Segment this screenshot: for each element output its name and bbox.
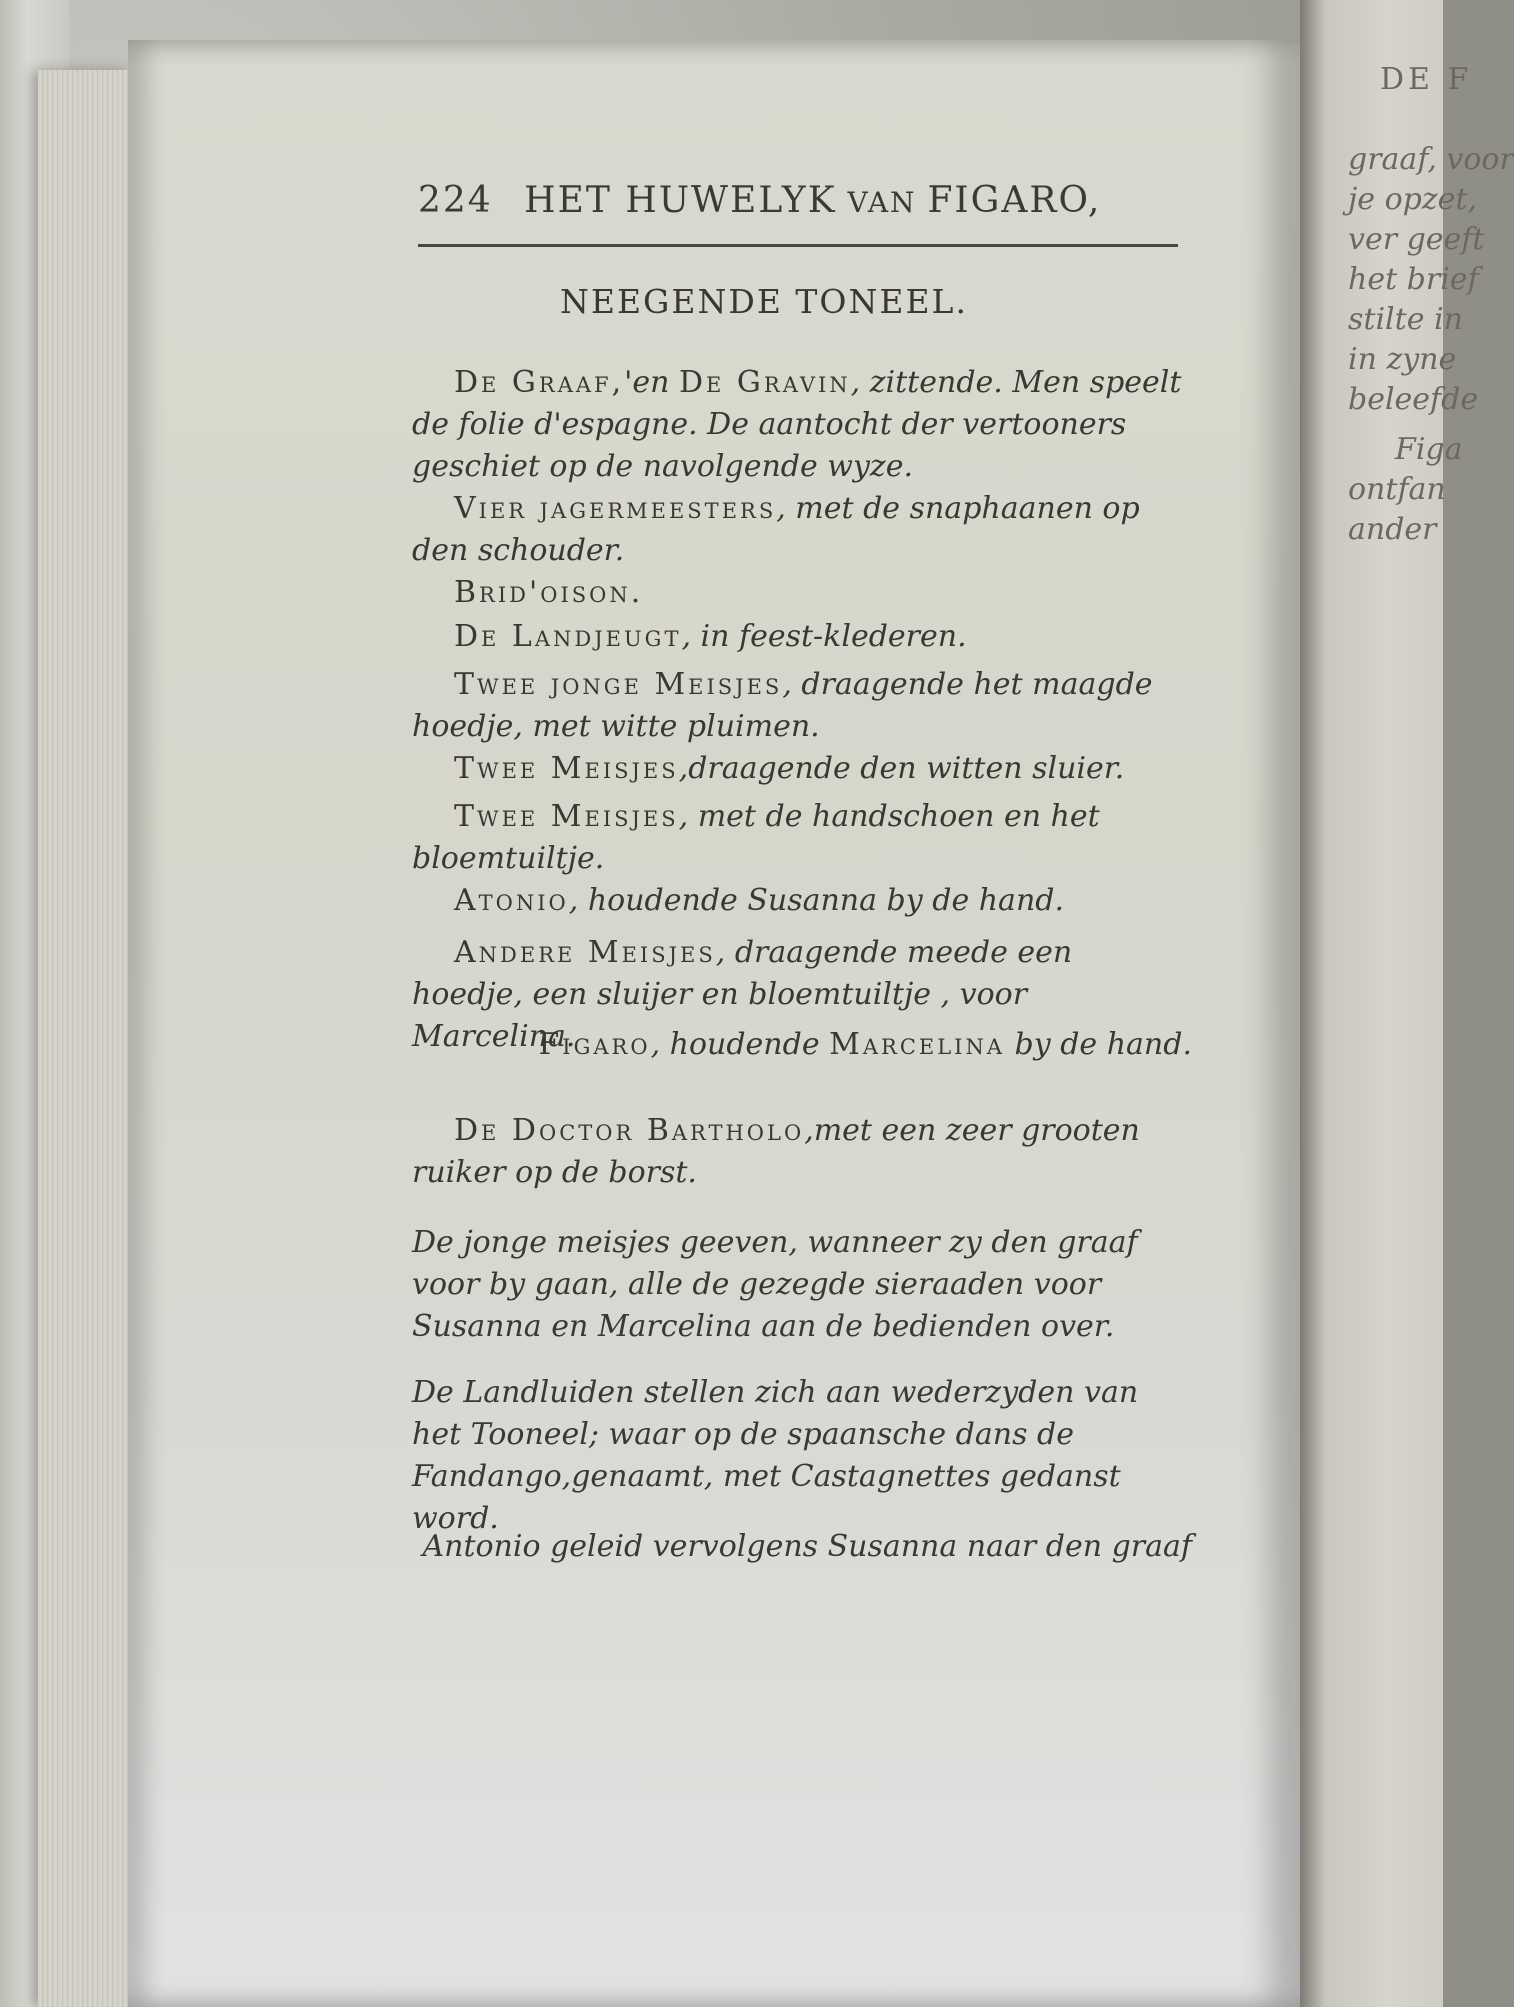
- stage-direction: Antonio geleid vervolgens Susanna naar den graaf: [422, 1529, 1192, 1564]
- text-run: by de hand.: [1005, 1027, 1192, 1062]
- facing-page-line: Figa: [1395, 432, 1463, 467]
- facing-page-line: je opzet,: [1348, 182, 1478, 217]
- paragraph: [412, 748, 1192, 790]
- text-run: ,draagende den witten sluier.: [678, 751, 1125, 786]
- facing-page-line: beleefde: [1348, 382, 1479, 417]
- speaker: Twee jonge Meisjes: [454, 667, 783, 702]
- speaker: Twee Meisjes: [454, 751, 679, 786]
- speaker: Twee Meisjes: [454, 799, 679, 834]
- stage-direction: De jonge meisjes geeven, wanneer zy den graaf voor by gaan, alle de gezegde sieraaden voor Susanna en Marcelina aan de bedienden over.: [412, 1225, 1138, 1344]
- page-edges: [38, 70, 130, 2007]
- paragraph: [412, 362, 1192, 488]
- running-head: [418, 180, 1178, 221]
- facing-page-line: ander: [1348, 512, 1437, 547]
- speaker: Brid'oison.: [454, 575, 644, 610]
- paragraph: [412, 616, 1192, 658]
- paragraph: [412, 880, 1192, 922]
- text-run: , met de snaphaanen op den schouder.: [412, 491, 1140, 568]
- stage-direction: De Landluiden stellen zich aan wederzyden van het Tooneel; waar op de spaansche dans de Fandango,genaamt, met Castagnettes gedanst word.: [412, 1375, 1139, 1536]
- title-word: FIGARO,: [927, 180, 1102, 221]
- title-word: VAN: [836, 186, 928, 219]
- speaker: De Graaf,: [454, 365, 625, 400]
- speaker: De Gravin: [679, 365, 851, 400]
- text-run: , draagende het maagde hoedje, met witte pluimen.: [412, 667, 1153, 744]
- speaker: Figaro: [538, 1027, 651, 1062]
- speaker: De Doctor Bartholo: [454, 1113, 805, 1148]
- speaker: Vier jagermeesters: [454, 491, 777, 526]
- speaker: Atonio: [454, 883, 569, 918]
- facing-page-line: stilte in: [1348, 302, 1463, 337]
- facing-page-line: het brief: [1348, 262, 1479, 297]
- scene-title: NEEGENDE TONEEL.: [560, 282, 968, 321]
- text-run: 'en: [624, 365, 679, 400]
- facing-page-line: DE F: [1380, 62, 1473, 97]
- paragraph: [412, 1024, 1192, 1066]
- page-number: 224: [418, 180, 493, 221]
- text-run: , in feest-klederen.: [681, 619, 967, 654]
- paragraph: [412, 1110, 1192, 1194]
- paragraph: [412, 488, 1192, 572]
- facing-page-line: ver geeft: [1348, 222, 1485, 257]
- text-run: , houdende Susanna by de hand.: [568, 883, 1065, 918]
- facing-page-line: in zyne: [1348, 342, 1457, 377]
- text-run: , met de handschoen en het bloemtuiltje.: [412, 799, 1100, 876]
- speaker: Marcelina: [829, 1027, 1005, 1062]
- paragraph: [412, 664, 1192, 748]
- speaker: Andere Meisjes: [454, 935, 716, 970]
- facing-page-line: ontfan: [1348, 472, 1446, 507]
- paragraph: [412, 796, 1192, 880]
- text-run: , houdende: [650, 1027, 830, 1062]
- title-word: HUWELYK: [625, 180, 837, 221]
- text-run: ,met een zeer grooten ruiker op de borst.: [412, 1113, 1140, 1190]
- text-run: , zittende. Men speelt de folie d'espagne. De aantocht der vertooners geschiet op de navolgende wyze.: [412, 365, 1182, 484]
- paragraph: [412, 572, 1192, 614]
- facing-page: [1300, 0, 1514, 2007]
- text-run: , draagende meede een hoedje, een sluijer en bloemtuiltje , voor Marcelina.: [412, 935, 1073, 1054]
- facing-page-line: graaf, voor: [1348, 142, 1514, 177]
- header-rule: [418, 244, 1178, 247]
- title-word: HET: [524, 180, 626, 221]
- speaker: De Landjeugt: [454, 619, 682, 654]
